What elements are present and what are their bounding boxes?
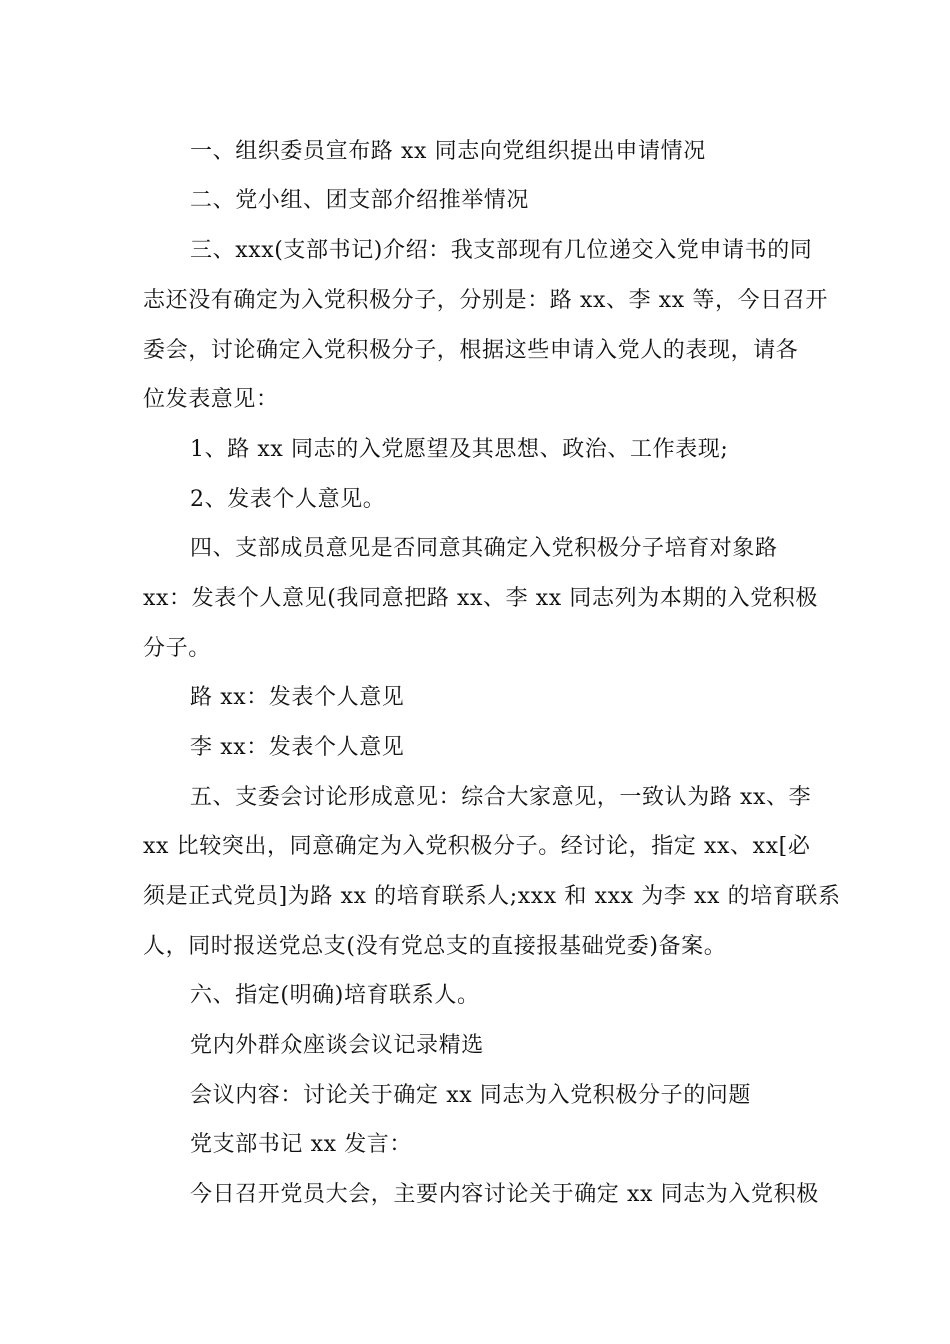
text-line: 须是正式党员]为路 xx 的培育联系人;xxx 和 xxx 为李 xx 的培育联系: [143, 884, 841, 909]
text-line: 一、组织委员宣布路 xx 同志向党组织提出申请情况: [190, 139, 706, 164]
text-line: xx 比较突出，同意确定为入党积极分子。经讨论，指定 xx、xx[必: [143, 834, 811, 859]
text-line: 李 xx：发表个人意见: [190, 735, 405, 760]
text-line: 位发表意见：: [143, 387, 279, 412]
text-line: 二、党小组、团支部介绍推举情况: [190, 188, 530, 213]
text-line: 四、支部成员意见是否同意其确定入党积极分子培育对象路: [190, 536, 778, 561]
text-line: 三、xxx(支部书记)介绍：我支部现有几位递交入党申请书的同: [190, 238, 813, 263]
text-line: 2、发表个人意见。: [190, 487, 386, 512]
text-line: 委会，讨论确定入党积极分子，根据这些申请入党人的表现，请各: [143, 338, 799, 363]
text-line: 党内外群众座谈会议记录精选: [190, 1033, 484, 1058]
text-line: 志还没有确定为入党积极分子，分别是：路 xx、李 xx 等，今日召开: [143, 288, 829, 313]
text-line: 今日召开党员大会，主要内容讨论关于确定 xx 同志为入党积极: [190, 1182, 819, 1207]
text-line: 1、路 xx 同志的入党愿望及其思想、政治、工作表现;: [190, 437, 729, 462]
text-line: 会议内容：讨论关于确定 xx 同志为入党积极分子的问题: [190, 1083, 752, 1108]
text-line: 五、支委会讨论形成意见：综合大家意见，一致认为路 xx、李: [190, 785, 812, 810]
text-line: 分子。: [143, 636, 211, 661]
text-line: xx：发表个人意见(我同意把路 xx、李 xx 同志列为本期的入党积极: [143, 586, 819, 611]
text-line: 党支部书记 xx 发言：: [190, 1132, 413, 1157]
text-line: 人，同时报送党总支(没有党总支的直接报基础党委)备案。: [143, 934, 727, 959]
text-line: 六、指定(明确)培育联系人。: [190, 983, 480, 1008]
text-line: 路 xx：发表个人意见: [190, 685, 405, 710]
